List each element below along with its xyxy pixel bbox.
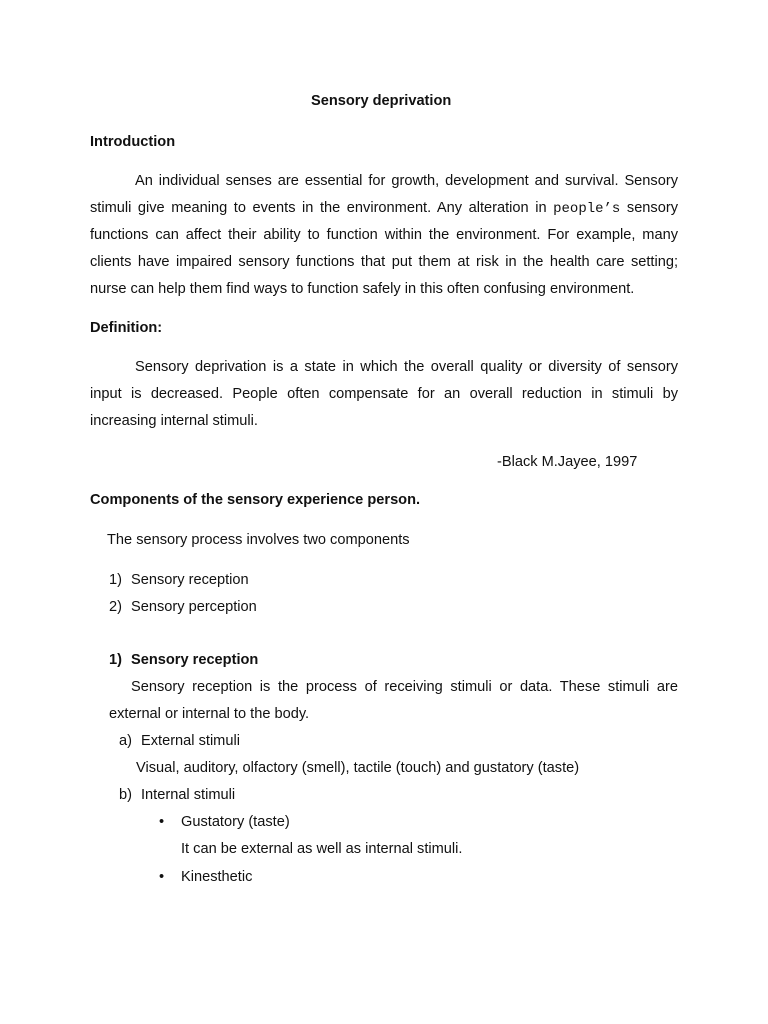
list-number: 2) (109, 599, 122, 615)
mono-word: people’s (553, 201, 621, 217)
bullet-item-kinesthetic (159, 868, 253, 886)
bullet-icon: • (159, 869, 165, 885)
bullet-text: Kinesthetic (181, 869, 253, 885)
components-lead: The sensory process involves two components (107, 532, 410, 548)
intro-line-4: clients have impaired sensory functions that put them at risk in the health care setting; (90, 254, 678, 270)
introduction-heading: Introduction (90, 134, 176, 150)
components-list-item-1 (109, 571, 249, 589)
bullet-text: Gustatory (taste) (181, 814, 290, 830)
list-number: 1) (109, 572, 122, 588)
bullet-note-gustatory: It can be external as well as internal stimuli. (181, 841, 463, 857)
section-title: Sensory reception (131, 652, 259, 668)
intro-line-2 (90, 199, 678, 218)
components-heading: Components of the sensory experience person. (90, 492, 421, 508)
external-stimuli-detail: Visual, auditory, olfactory (smell), tactile (touch) and gustatory (taste) (136, 760, 580, 776)
intro-line-3: functions can affect their ability to function within the environment. For example, many (90, 227, 678, 243)
item-label: b) (119, 787, 132, 803)
intro-line-2-text: stimuli give meaning to events in the environment. Any alteration in people’s sensory (90, 200, 678, 217)
item-title: External stimuli (141, 733, 240, 749)
list-text: Sensory perception (131, 599, 257, 615)
intro-line-1: An individual senses are essential for growth, development and survival. Sensory (135, 173, 678, 189)
reception-line-2: external or internal to the body. (109, 706, 310, 722)
external-stimuli-item (119, 732, 240, 750)
reception-line-1: Sensory reception is the process of receiving stimuli or data. These stimuli are (131, 679, 678, 695)
definition-heading: Definition: (90, 320, 163, 336)
citation: -Black M.Jayee, 1997 (497, 454, 638, 470)
bullet-icon: • (159, 814, 165, 830)
item-title: Internal stimuli (141, 787, 236, 803)
internal-stimuli-item (119, 786, 236, 804)
bullet-item-gustatory (159, 813, 290, 831)
intro-line-5: nurse can help them find ways to function safely in this often confusing environment. (90, 281, 635, 297)
list-text: Sensory reception (131, 572, 249, 588)
item-label: a) (119, 733, 132, 749)
page-title: Sensory deprivation (311, 93, 452, 109)
components-list-item-2 (109, 598, 257, 616)
definition-line-3: increasing internal stimuli. (90, 413, 258, 429)
definition-line-1: Sensory deprivation is a state in which the overall quality or diversity of sensory (135, 359, 678, 375)
reception-heading (109, 651, 259, 669)
section-number: 1) (109, 652, 122, 668)
definition-line-2: input is decreased. People often compensate for an overall reduction in stimuli by (90, 386, 678, 402)
